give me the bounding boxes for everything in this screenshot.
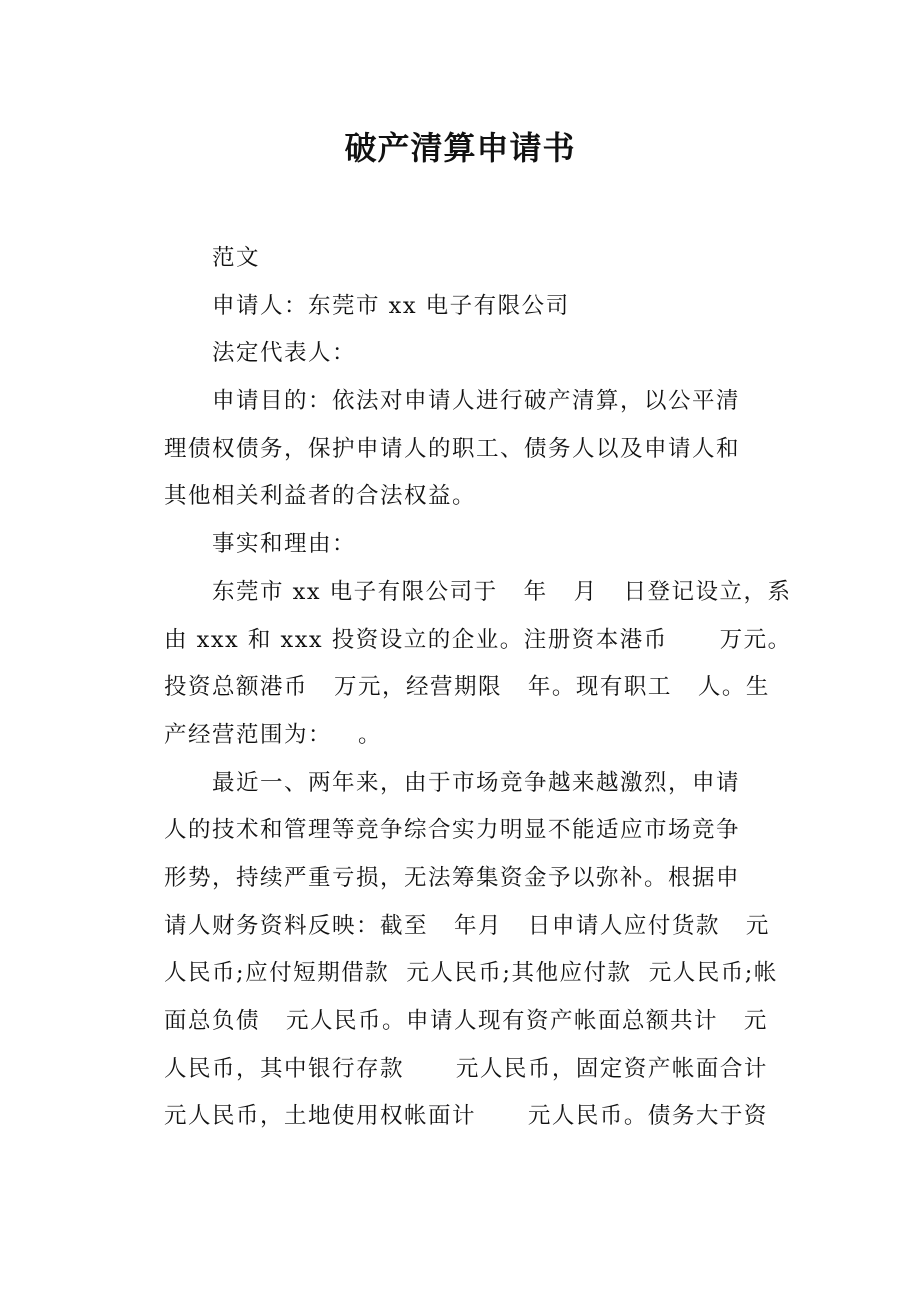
- body-line: 申请目的：依法对申请人进行破产清算，以公平清: [212, 388, 741, 415]
- document-body: [164, 235, 804, 1141]
- body-line: 理债权债务，保护申请人的职工、债务人以及申请人和: [164, 435, 741, 462]
- body-line: 其他相关利益者的合法权益。: [164, 483, 477, 510]
- body-line: 最近一、两年来，由于市场竞争越来越激烈，申请: [212, 769, 741, 796]
- body-line: 面总负债 元人民币。申请人现有资产帐面总额共计 元: [164, 1008, 768, 1034]
- body-line: 东莞市 xx 电子有限公司于 年 月 日登记设立，系: [212, 578, 792, 605]
- body-line: 形势，持续严重亏损，无法筹集资金予以弥补。根据申: [164, 864, 741, 891]
- body-line: 申请人：东莞市 xx 电子有限公司: [212, 292, 570, 319]
- body-line: 由 xxx 和 xxx 投资设立的企业。注册资本港币 万元。: [164, 626, 792, 653]
- body-line: 投资总额港币 万元，经营期限 年。现有职工 人。生: [164, 674, 770, 701]
- body-line: 人的技术和管理等竞争综合实力明显不能适应市场竞争: [164, 817, 741, 844]
- body-line: 事实和理由：: [212, 531, 357, 558]
- document-title: 破产清算申请书: [344, 129, 576, 167]
- body-line: 产经营范围为： 。: [164, 721, 382, 748]
- body-line: 范文: [212, 245, 261, 271]
- body-line: 人民币，其中银行存款 元人民币，固定资产帐面合计: [164, 1055, 768, 1082]
- body-line: 元人民币，土地使用权帐面计 元人民币。债务大于资: [164, 1103, 768, 1130]
- body-line: 请人财务资料反映：截至 年月 日申请人应付货款 元: [164, 912, 770, 939]
- body-line: 法定代表人：: [212, 340, 357, 367]
- body-line: 人民币;应付短期借款 元人民币;其他应付款 元人民币;帐: [164, 960, 778, 987]
